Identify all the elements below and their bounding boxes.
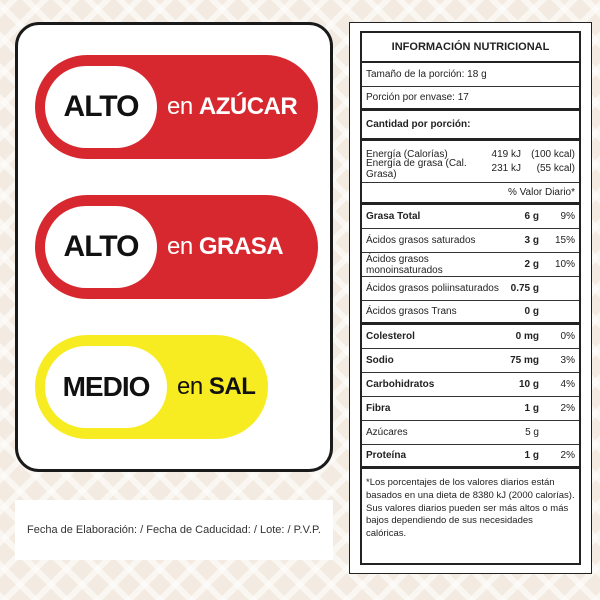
sugar-level-badge: ALTO (45, 66, 157, 148)
fat-warning-pill (35, 195, 318, 299)
nutrient-row (362, 301, 579, 325)
nutrient-row (362, 349, 579, 373)
salt-level-badge: MEDIO (45, 346, 167, 428)
sugar-label-prefix: en (167, 93, 193, 120)
nutrient-amount: 5 g (525, 427, 539, 438)
nutrient-row (362, 445, 579, 469)
sugar-nutrient-name: AZÚCAR (198, 93, 298, 120)
salt-nutrient-name: SAL (208, 373, 256, 400)
nutrient-name: Grasa Total (366, 211, 421, 222)
energy-kj: 419 kJ (491, 149, 521, 160)
nutrient-row (362, 253, 579, 277)
nutrient-percent: 10% (554, 259, 575, 270)
nutrient-percent: 3% (560, 355, 575, 366)
nutrient-percent: 2% (560, 450, 575, 461)
sugar-label (167, 93, 297, 121)
nutrient-row (362, 277, 579, 301)
nutrient-percent: 2% (560, 403, 575, 414)
nutrition-title: INFORMACIÓN NUTRICIONAL (362, 33, 579, 63)
nutrient-amount: 1 g (524, 403, 539, 414)
fat-level-badge: ALTO (45, 206, 157, 288)
nutrient-row (362, 325, 579, 349)
nutrient-amount: 3 g (524, 235, 539, 246)
nutrient-row (362, 373, 579, 397)
nutrient-name: Azúcares (366, 427, 408, 438)
fat-label-prefix: en (167, 233, 193, 260)
energy-kcal: (100 kcal) (531, 149, 575, 160)
nutrient-name: Proteína (366, 450, 407, 461)
nutrition-traffic-light-panel (15, 22, 333, 472)
nutrient-row (362, 205, 579, 229)
daily-value-footnote: *Los porcentajes de los valores diarios están basados en una dieta de 8380 kJ (2000 calorías). Sus valores diarios pueden ser más altos o más bajos dependiendo de sus necesidades calóricas. (366, 477, 575, 540)
daily-value-header: % Valor Diario* (362, 183, 579, 205)
nutrient-amount: 0 mg (515, 331, 539, 342)
salt-label (177, 373, 255, 401)
nutrient-row (362, 421, 579, 445)
nutrient-amount: 10 g (518, 379, 539, 390)
sugar-warning-pill (35, 55, 318, 159)
nutrient-name: Carbohidratos (366, 379, 435, 390)
nutrient-name: Sodio (366, 355, 394, 366)
nutrient-name: Fibra (366, 403, 391, 414)
fat-energy-kcal: (55 kcal) (536, 163, 575, 174)
nutrient-percent: 4% (560, 379, 575, 390)
serving-size: Tamaño de la porción: 18 g (362, 63, 579, 87)
nutrient-amount: 1 g (524, 450, 539, 461)
nutrient-amount: 75 mg (510, 355, 539, 366)
nutrient-percent: 9% (560, 211, 575, 222)
nutrient-name: Colesterol (366, 331, 415, 342)
nutrient-name: Ácidos grasos Trans (366, 306, 457, 317)
fat-label (167, 233, 283, 261)
nutrient-amount: 0 g (524, 306, 539, 317)
nutrient-amount: 2 g (524, 259, 539, 270)
nutrient-amount: 0.75 g (510, 283, 539, 294)
energy-block (362, 141, 579, 183)
date-lot-price-strip: Fecha de Elaboración: / Fecha de Caducidad: / Lote: / P.V.P. (15, 500, 333, 560)
salt-label-prefix: en (177, 373, 203, 400)
nutrition-facts-panel (349, 22, 592, 574)
nutrient-name: Ácidos grasos saturados (366, 235, 476, 246)
nutrient-percent: 0% (560, 331, 575, 342)
nutrient-row (362, 229, 579, 253)
energy-label: Energía (Calorías) (366, 149, 448, 160)
fat-energy-label: Energía de grasa (Cal. Grasa) (366, 157, 467, 180)
nutrient-row (362, 397, 579, 421)
amount-per-serving: Cantidad por porción: (362, 111, 579, 141)
nutrient-percent: 15% (554, 235, 575, 246)
nutrient-name: Ácidos grasos poliinsaturados (366, 283, 499, 294)
nutrient-name: Ácidos grasos monoinsaturados (366, 253, 443, 276)
fat-nutrient-name: GRASA (198, 233, 284, 260)
salt-warning-pill (35, 335, 268, 439)
fat-energy-kj: 231 kJ (491, 163, 521, 174)
nutrition-facts-table (360, 31, 581, 565)
nutrient-amount: 6 g (524, 211, 539, 222)
fat-energy-row (366, 157, 575, 180)
servings-per-container: Porción por envase: 17 (362, 87, 579, 111)
